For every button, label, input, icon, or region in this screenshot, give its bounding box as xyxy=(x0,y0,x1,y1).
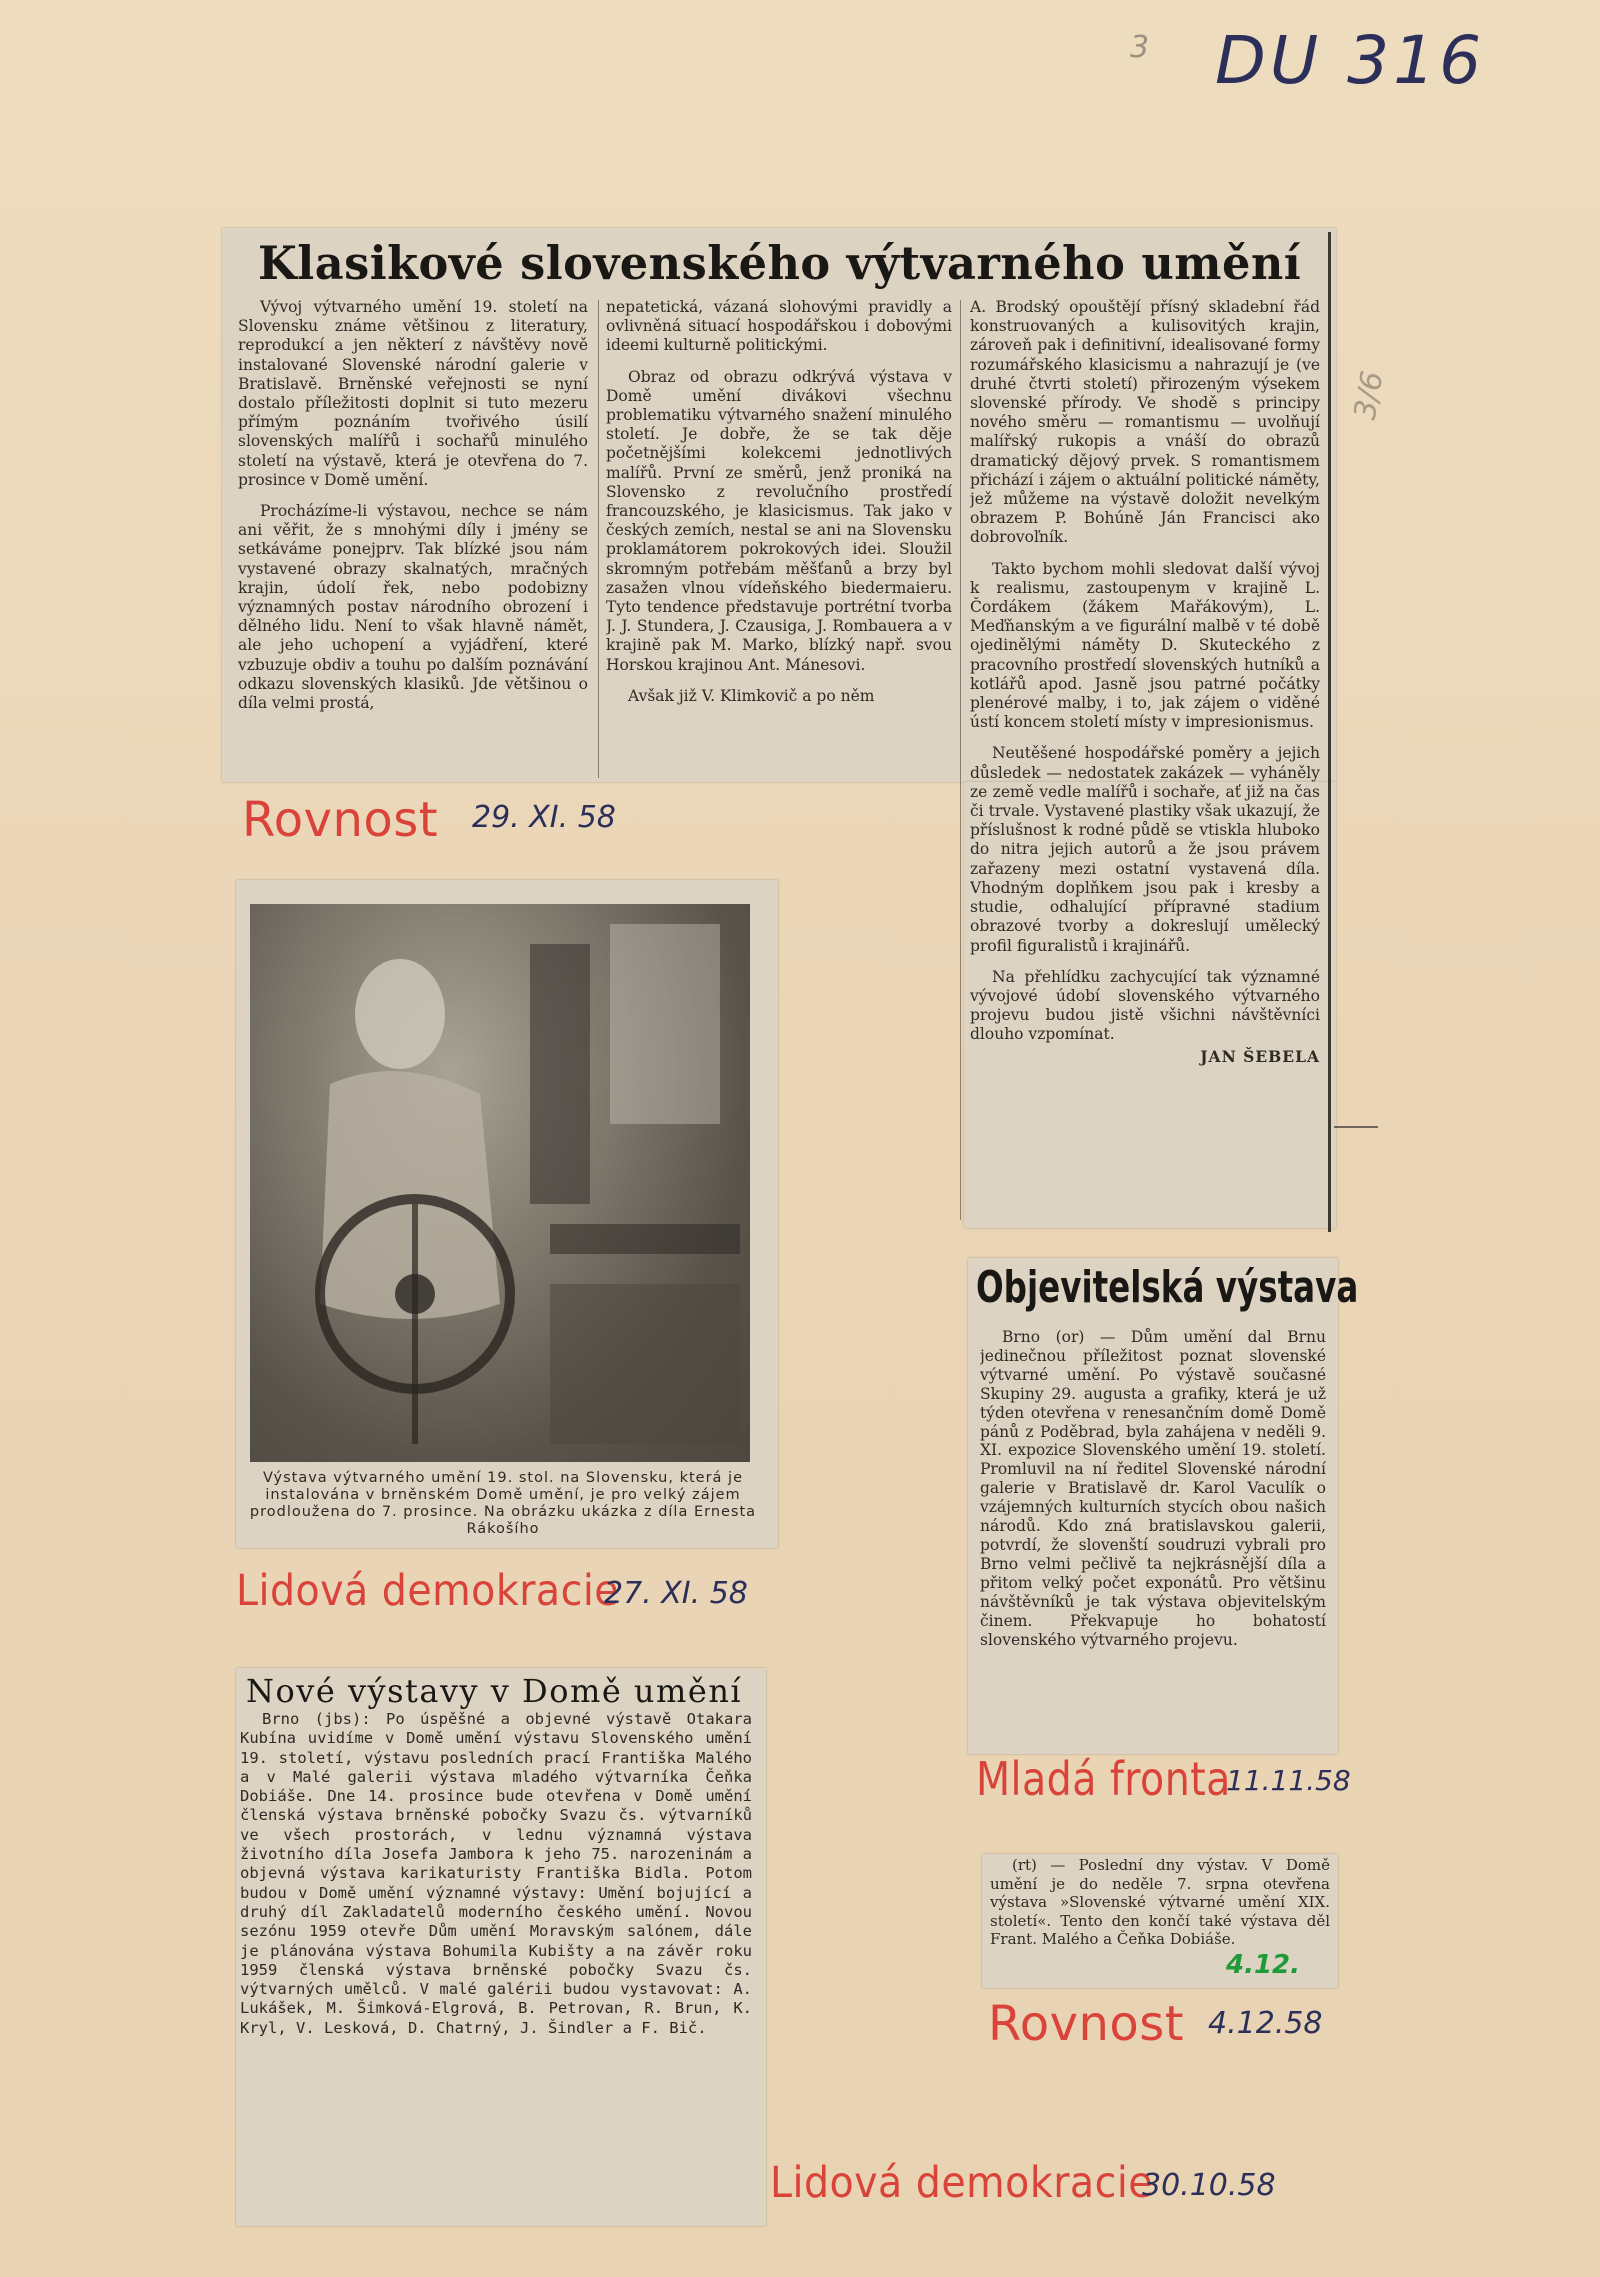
rt-green-mark: 4.12. xyxy=(1226,1950,1301,1980)
main-article-col2 xyxy=(606,298,952,774)
nove-vystavy-title: Nové výstavy v Domě umění xyxy=(246,1672,743,1710)
author-signature: JAN ŠEBELA xyxy=(1200,1046,1320,1066)
paragraph: Takto bychom mohli sledovat další vývoj k realismu, zastoupenym v krajině L. Čordákem (žákem Mařákovým), L. Meďňanským a ve figurální malbě v té době ojedinělými náměty D. Skuteckého z pracovního prostředí slovenských hutníků a kotlářů apod. Jasně jsou patrné počátky plenérové malby, i to, jak zájem o viděné ústí koncem století místy v impresionismus. xyxy=(970,559,1320,732)
column-rule-1 xyxy=(598,300,599,778)
paragraph: Avšak již V. Klimkovič a po něm xyxy=(628,686,875,705)
archive-mark: DU 316 xyxy=(1215,22,1486,99)
paragraph: nepatetická, vázaná slohovými pravidly a ovlivněná situací hospodářskou i dobovými ideemi kulturně politickými. xyxy=(606,298,952,355)
paragraph: Vývoj výtvarného umění 19. století na Slovensku známe většinou z literatury, reprodukcí a jen některí z návštěvy nově instalované Slovenské národní galerie v Bratislavě. Brněnské veřejnosti se nyní dostalo příležitosti doplnit si tuto mezeru přímým poznáním tvořivého úsilí slovenských malířů i sochařů minulého století na výstavě, která je otevřena do 7. prosince v Domě umění. xyxy=(238,298,588,489)
nove-vystavy-text xyxy=(240,1710,752,2226)
objevitelska-text xyxy=(980,1328,1326,1750)
paragraph: (rt) — Poslední dny výstav. V Domě umění je do neděle 7. srpna otevřena výstava »Slovenské výtvarné umění XIX. století«. Tento den končí také výstava děl Frant. Malého a Čeňka Dobiáše. xyxy=(990,1856,1330,1948)
paragraph: Neutěšené hospodářské poměry a jejich důsledek — nedostatek zakázek — vyháněly ze země vedle malířů i sochaře, ať již na čas či trvale. Vystavené plastiky však ukazují, že příslušnost k rodné půdě se vtiskla hluboko do nitra jejich autorů a že jsou právem zařazeny mezi ostatní vystavená díla. Vhodným doplňkem jsou pak i kresby a studie, odhalující přípravné stadium obrazové tvorby a dokreslují umělecký profil figuralistů i krajinářů. xyxy=(970,744,1320,955)
paragraph: Na přehlídku zachycující tak významné vývojové údobí slovenského výtvarného projevu budou jistě všichni návštěvníci dlouho vzpomínat. xyxy=(970,967,1320,1044)
top-pencil-mark: 3 xyxy=(1130,30,1150,65)
source-stamp-lidova-2: Lidová demokracie xyxy=(770,2158,1154,2208)
photo-caption: Výstava výtvarného umění 19. stol. na Slovensku, která je instalována v brněnském Domě umění, je pro velký zájem prodloužena do 7. prosince. Na obrázku ukázka z díla Ernesta Rákošího xyxy=(249,1470,757,1537)
paragraph: Procházíme-li výstavou, nechce se nám ani věřit, že s mnohými díly i jmény se setkáváme ponejprv. Tak blízké jsou nám vystavené obrazy skalnatých, mračných krajin, údolí řek, nebo podobizny významných postav národního obrození i dělného lidu. Není to však hlavně námět, ale jeho uchopení a vyjádření, které vzbuzuje obdiv a touhu po dalším poznávání odkazu slovenských klasiků. Jde většinou o díla velmi prostá, xyxy=(238,502,588,713)
source-stamp-rovnost-2: Rovnost xyxy=(988,1996,1185,2052)
source-date-4: 11.11.58 xyxy=(1226,1764,1351,1797)
exhibition-photo xyxy=(250,904,750,1462)
side-pencil-mark: 3/6 xyxy=(1347,368,1391,423)
source-date-5: 4.12.58 xyxy=(1208,2006,1323,2041)
source-stamp-mlada-fronta: Mladá fronta xyxy=(976,1752,1231,1806)
margin-pencil-stroke xyxy=(1334,1126,1378,1128)
paragraph: Brno (jbs): Po úspěšné a objevné výstavě Otakara Kubína uvidíme v Domě umění výstavu Slovenského umění 19. století, výstavu posledních prací Františka Malého a v Malé galerii výstava mladého výtvarníka Čeňka Dobiáše. Dne 14. prosince bude otevřena v Domě umění členská výstava brněnské pobočky Svazu čs. výtvarníků ve všech prostorách, v lednu významná výstava životního díla Josefa Jambora k jeho 75. narozeninám a objevná výstava karikaturisty Františka Bidla. Potom budou v Domě umění významné výstavy: Umění bojující a druhý díl Zakladatelů moderního českého umění. Novou sezónu 1959 otevře Dům umění Moravským salónem, dále je plánována výstava Bohumila Kubišty a na závěr roku 1959 členská výstava brněnské pobočky Svazu čs. výtvarných umělců. V malé galérii budou vystavovat: A. Lukášek, M. Šimková-Elgrová, B. Petrovan, R. Brun, K. Kryl, V. Lesková, D. Chatrný, J. Šindler a F. Bič. xyxy=(240,1710,752,2037)
column-rule-right xyxy=(1328,232,1331,1232)
source-date-1: 29. XI. 58 xyxy=(472,800,616,835)
main-article-title: Klasikové slovenského výtvarného umění xyxy=(258,236,1302,290)
paragraph: Obraz od obrazu odkrývá výstava v Domě umění divákovi všechnu problematiku výtvarného snažení minulého století. Je dobře, že se tak děje početnějšími kolekcemi jednotlivých malířů. První ze směrů, jenž proniká na Slovensko z revolučního prostředí francouzského, je klasicismus. Tak jako v českých zemích, nestal se ani na Slovensku proklamátorem pokrokových idei. Sloužil skromným potřebám měšťanů a brzy byl zasažen vlnou vídeňského biedermaieru. Tyto tendence představuje portrétní tvorba J. J. Stundera, J. Czausiga, J. Rombauera a v krajině pak M. Marko, blízký např. svou Horskou krajinou Ant. Mánesovi. xyxy=(606,367,952,674)
paragraph: A. Brodský opouštějí přísný skladební řád konstruovaných a kulisovitých krajin, zároveň pak i definitivní, idealisované formy rozumářského klasicismu a nahrazují je (ve druhé čtvrti století) přirozeným výsekem slovenské přírody. Ve shodě s principy nového směru — romantismu — uvolňují malířský rukopis a vnáší do obrazů dramatický dějový prvek. S romantismem přichází i zájem o aktuální politické náměty, jež můžeme na výstavě doložit nevelkým obrazem P. Bohúně Ján Francisci ako dobrovoľník. xyxy=(970,298,1320,547)
main-article-col3 xyxy=(970,298,1320,1224)
main-article-col1 xyxy=(238,298,588,774)
objevitelska-title: Objevitelská výstava xyxy=(976,1262,1359,1313)
source-date-2: 27. XI. 58 xyxy=(604,1576,748,1611)
paragraph: Brno (or) — Dům umění dal Brnu jedinečnou příležitost poznat slovenské výtvarné umění. Po výstavě současné Skupiny 29. augusta a grafiky, která je už týden otevřena v renesančním domě Domě pánů z Poděbrad, byla zahájena v neděli 9. XI. expozice Slovenského umění 19. století. Promluvil na ní ředitel Slovenské národní galerie v Bratislavě dr. Karol Vaculík o vzájemných kulturních stycích obou našich národů. Kdo zná bratislavskou galerii, potvrdí, že slovenští soudruzi vybrali pro Brno velmi pečlivě ta nejkrásnější díla a přitom velký počet exponátů. Pro většinu návštěvníků je tak výstava objevitelským činem. Překvapuje ho bohatostí slovenského výtvarného projevu. xyxy=(980,1328,1326,1649)
source-stamp-rovnost: Rovnost xyxy=(242,792,439,848)
source-date-3: 30.10.58 xyxy=(1142,2168,1276,2203)
column-rule-2 xyxy=(960,300,961,1220)
source-stamp-lidova-1: Lidová demokracie xyxy=(236,1566,620,1616)
photo-shapes xyxy=(250,904,750,1462)
